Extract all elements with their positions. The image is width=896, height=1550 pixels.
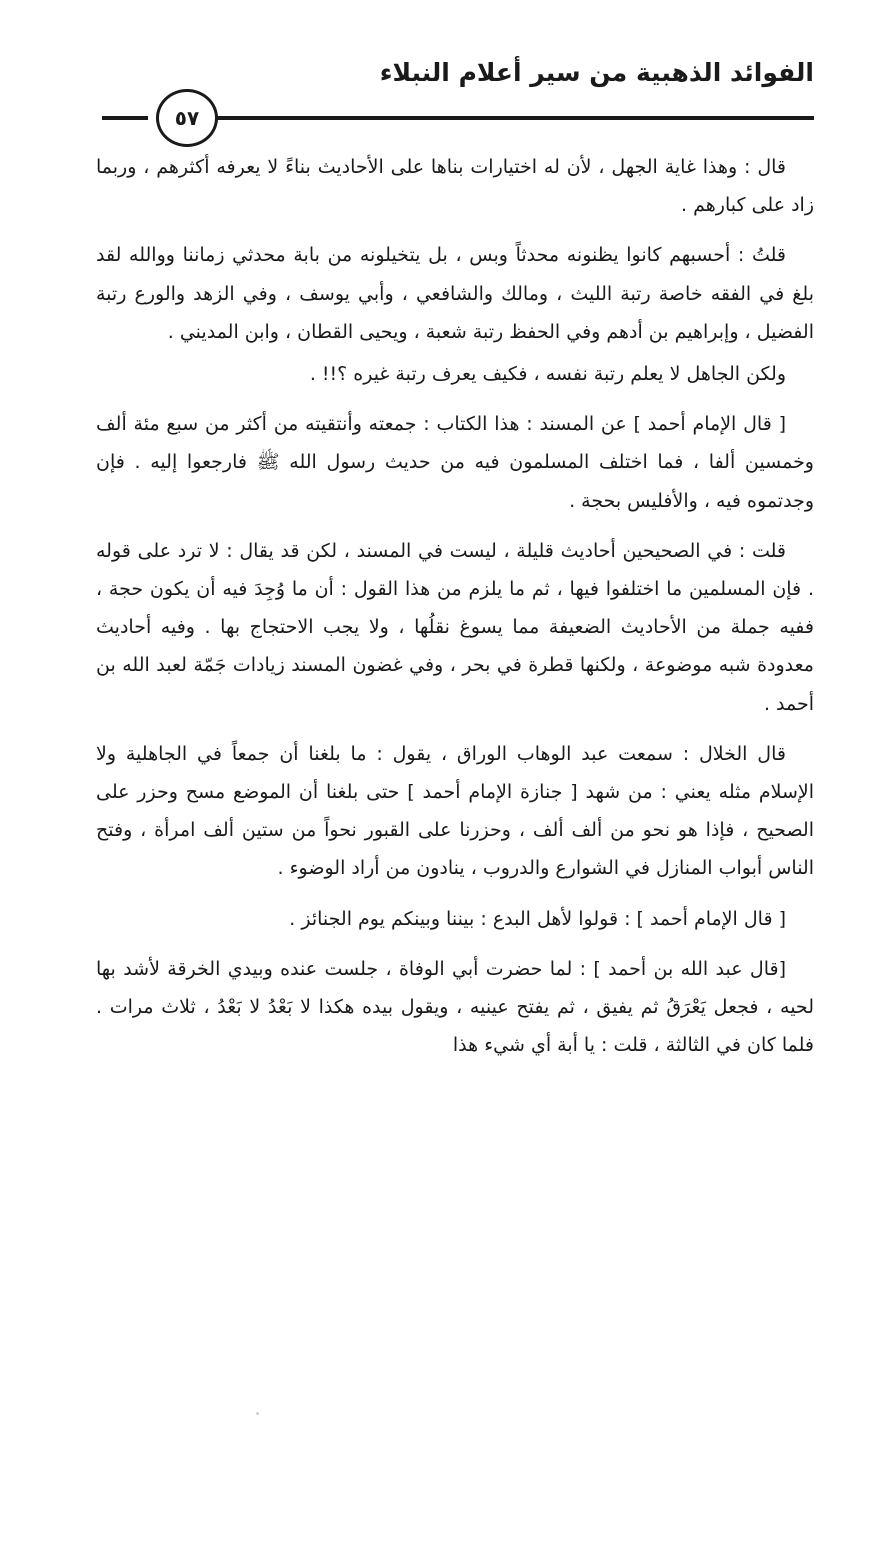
book-title: الفوائد الذهبية من سير أعلام النبلاء — [379, 58, 814, 87]
paragraph: قلت : في الصحيحين أحاديث قليلة ، ليست في المسند ، لكن قد يقال : لا ترد على قوله . فإن المسلمين ما اختلفوا فيها ، ثم ما يلزم من هذا القول : أن ما وُجِدَ فيه أن يكون حجة ، ففيه جملة من الأحاديث الضعيفة مما يسوغ نقلُها ، ولا يجب الاحتجاج بها . وفيه أحاديث معدودة شبه موضوعة ، ولكنها قطرة في بحر ، وفي غضون المسند زيادات جَمّة لعبد الله بن أحمد . — [96, 539, 814, 715]
text-body — [96, 148, 814, 1064]
paragraph: قلتُ : أحسبهم كانوا يظنونه محدثاً وبس ، بل يتخيلونه من بابة محدثي زماننا ووالله لقد بلغ في الفقه خاصة رتبة الليث ، ومالك والشافعي ، وأبي يوسف ، وفي الزهد والورع رتبة الفضيل ، وإبراهيم بن أدهم وفي الحفظ رتبة شعبة ، ويحيى القطان ، وابن المديني . — [96, 244, 814, 343]
paragraph: ولكن الجاهل لا يعلم رتبة نفسه ، فكيف يعرف رتبة غيره ؟!! . — [309, 363, 786, 386]
scan-speck — [256, 1412, 259, 1415]
paragraph: قال : وهذا غاية الجهل ، لأن له اختيارات بناها على الأحاديث بناءً لا يعرفه أكثرهم ، وربما زاد على كبارهم . — [96, 156, 814, 217]
paragraph: قال الخلال : سمعت عبد الوهاب الوراق ، يقول : ما بلغنا أن جمعاً في الجاهلية ولا الإسلام مثله يعني : من شهد [ جنازة الإمام أحمد ] حتى بلغنا أن الموضع مسح وحزر على الصحيح ، فإذا هو نحو من ألف ألف ، وحزرنا على القبور نحواً من ستين ألف امرأة ، وفتح الناس أبواب المنازل في الشوارع والدروب ، ينادون من أراد الوضوء . — [96, 742, 814, 880]
header-rule — [210, 116, 814, 120]
page-header — [90, 58, 814, 138]
header-rule-left — [102, 116, 148, 120]
paragraph: [قال عبد الله بن أحمد ] : لما حضرت أبي الوفاة ، جلست عنده وبيدي الخرقة لأشد بها لحيه ، فجعل يَعْرَقُ ثم يفيق ، ثم يفتح عينيه ، ويقول بيده هكذا لا بَعْدُ لا بَعْدُ ، ثلاث مرات . فلما كان في الثالثة ، قلت : يا أبة أي شيء هذا — [96, 957, 814, 1057]
paragraph: [ قال الإمام أحمد ] : قولوا لأهل البدع : بيننا وبينكم يوم الجنائز . — [289, 907, 786, 930]
page-number: ٥٧ — [156, 89, 218, 147]
paragraph: [ قال الإمام أحمد ] عن المسند : هذا الكتاب : جمعته وأنتقيته من أكثر من سبع مئة ألف وخمسين ألفا ، فما اختلف المسلمون فيه من حديث رسول الله ﷺ فارجعوا إليه . فإن وجدتموه فيه ، والأفليس بحجة . — [96, 413, 814, 512]
